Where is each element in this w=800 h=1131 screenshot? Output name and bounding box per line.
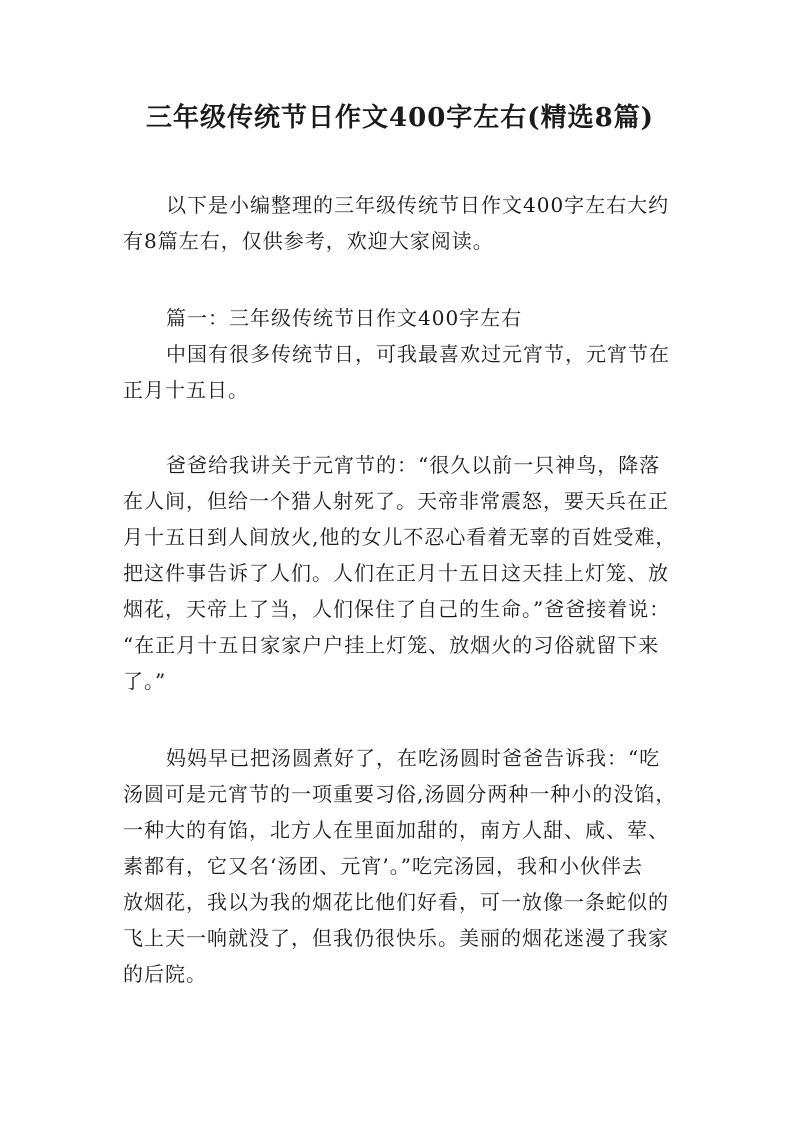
paragraph3-line-1: 妈妈早已把汤圆煮好了，在吃汤圆时爸爸告诉我：“吃 [166, 746, 661, 770]
paragraph2-line-3: 月十五日到人间放火,他的女儿不忍心看着无辜的百姓受难， [123, 525, 677, 549]
intro-line-2: 有8篇左右，仅供参考，欢迎大家阅读。 [123, 229, 494, 253]
paragraph3-line-2: 汤圆可是元宵节的一项重要习俗,汤圆分两种一种小的没馅， [123, 782, 677, 806]
intro-line-1: 以下是小编整理的三年级传统节日作文400字左右大约 [166, 193, 670, 217]
paragraph2-line-6: “在正月十五日家家户户挂上灯笼、放烟火的习俗就留下来 [123, 633, 660, 657]
paragraph1-line-2: 正月十五日。 [123, 378, 249, 402]
paragraph2-line-1: 爸爸给我讲关于元宵节的：“很久以前一只神鸟，降落 [166, 453, 661, 477]
paragraph3-line-3: 一种大的有馅，北方人在里面加甜的，南方人甜、咸、荤、 [123, 818, 669, 842]
paragraph2-line-2: 在人间，但给一个猎人射死了。天帝非常震怒，要天兵在正 [123, 489, 669, 513]
document-title: 三年级传统节日作文400字左右(精选8篇) [146, 103, 654, 133]
paragraph3-line-5: 放烟花，我以为我的烟花比他们好看，可一放像一条蛇似的 [123, 890, 669, 914]
paragraph2-line-5: 烟花，天帝上了当，人们保住了自己的生命。”爸爸接着说： [123, 597, 671, 621]
paragraph2-line-4: 把这件事告诉了人们。人们在正月十五日这天挂上灯笼、放 [123, 561, 669, 585]
paragraph2-line-7: 了。” [123, 669, 167, 693]
paragraph3-line-4: 素都有，它又名‘汤团、元宵’。”吃完汤园，我和小伙伴去 [123, 854, 643, 878]
paragraph3-line-7: 的后院。 [123, 962, 207, 986]
section-heading: 篇一：三年级传统节日作文400字左右 [166, 306, 523, 330]
paragraph1-line-1: 中国有很多传统节日，可我最喜欢过元宵节，元宵节在 [166, 342, 670, 366]
paragraph3-line-6: 飞上天一响就没了，但我仍很快乐。美丽的烟花迷漫了我家 [123, 926, 669, 950]
